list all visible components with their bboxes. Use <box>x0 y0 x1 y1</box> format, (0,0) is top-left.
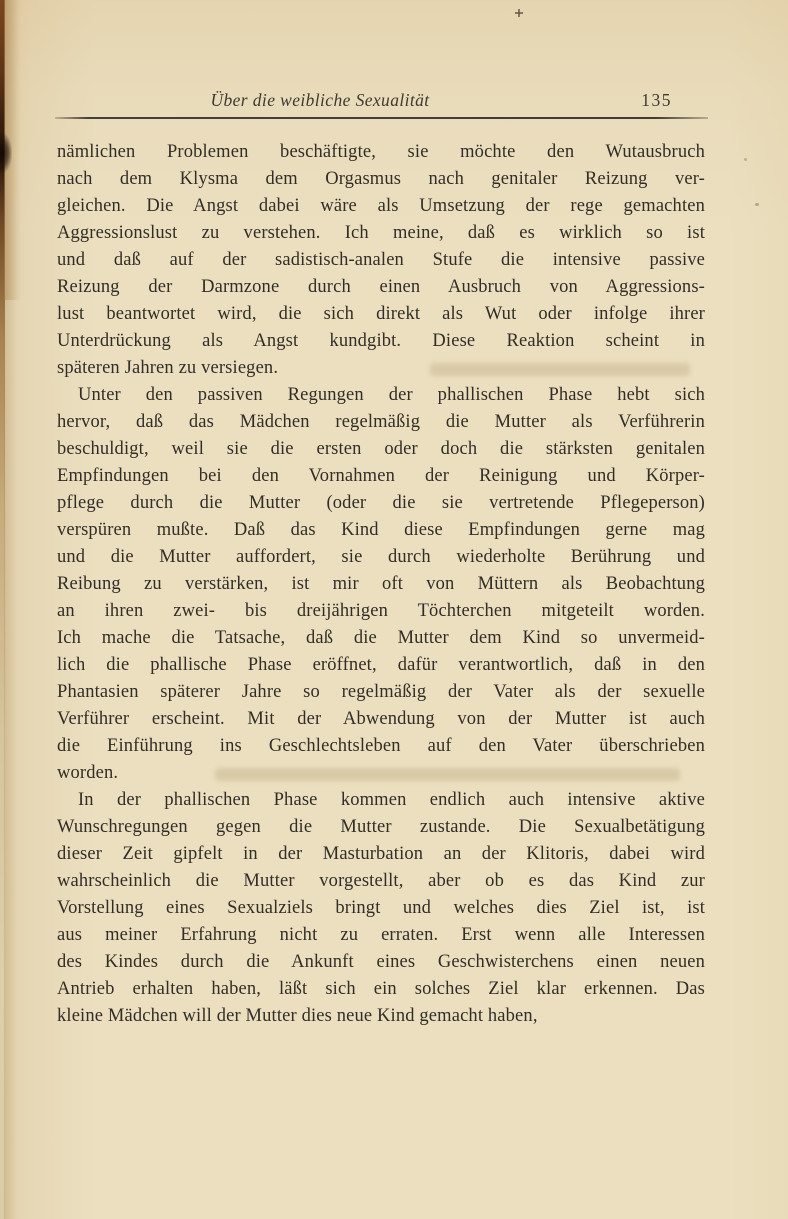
text-line: aus meiner Erfahrung nicht zu erraten. Erst wenn alle Interessen <box>57 925 705 945</box>
page-number: 135 <box>641 90 672 110</box>
text-line: nämlichen Problemen beschäftigte, sie möchte den Wutausbruch <box>57 142 705 162</box>
text-line: des Kindes durch die Ankunft eines Geschwisterchens einen neuen <box>57 952 705 972</box>
running-title: Über die weibliche Sexualität <box>210 90 430 110</box>
body-text <box>57 139 705 1030</box>
text-line: gleichen. Die Angst dabei wäre als Umsetzung der rege gemachten <box>57 196 705 216</box>
text-line: Reizung der Darmzone durch einen Ausbruch von Aggressions- <box>57 277 705 297</box>
paper-speck <box>755 203 759 206</box>
text-line: Verführer erscheint. Mit der Abwendung von der Mutter ist auch <box>57 709 705 729</box>
text-line: Ich mache die Tatsache, daß die Mutter dem Kind so unvermeid- <box>57 628 705 648</box>
text-line: lust beantwortet wird, die sich direkt als Wut oder infolge ihrer <box>57 304 705 324</box>
text-line: Aggressionslust zu verstehen. Ich meine, daß es wirklich so ist <box>57 223 705 243</box>
text-line: Antrieb erhalten haben, läßt sich ein solches Ziel klar erkennen. Das <box>57 979 705 999</box>
text-line: worden. <box>57 763 119 783</box>
text-line: Reibung zu verstärken, ist mir oft von Müttern als Beobachtung <box>57 574 705 594</box>
text-line: verspüren mußte. Daß das Kind diese Empfindungen gerne mag <box>57 520 705 540</box>
text-line: und die Mutter auffordert, sie durch wiederholte Berührung und <box>57 547 705 567</box>
text-line: nach dem Klysma dem Orgasmus nach genitaler Reizung ver- <box>57 169 705 189</box>
text-line: Wunschregungen gegen die Mutter zustande. Die Sexualbetätigung <box>57 817 705 837</box>
text-line: kleine Mädchen will der Mutter dies neue Kind gemacht haben, <box>57 1006 538 1026</box>
book-gutter-fade <box>4 0 17 1219</box>
text-line: späteren Jahren zu versiegen. <box>57 358 279 378</box>
paper-speck <box>515 9 523 17</box>
text-line: In der phallischen Phase kommen endlich auch intensive aktive <box>78 790 705 810</box>
text-line: dieser Zeit gipfelt in der Masturbation an der Klitoris, dabei wird <box>57 844 705 864</box>
text-line: Empfindungen bei den Vornahmen der Reinigung und Körper- <box>57 466 705 486</box>
header-rule <box>55 117 708 119</box>
paper-speck <box>744 158 747 161</box>
text-line: Unterdrückung als Angst kundgibt. Diese Reaktion scheint in <box>57 331 705 351</box>
text-line: pflege durch die Mutter (oder die sie vertretende Pflegeperson) <box>57 493 705 513</box>
text-line: Vorstellung eines Sexualziels bringt und welches dies Ziel ist, ist <box>57 898 705 918</box>
text-line: und daß auf der sadistisch-analen Stufe die intensive passive <box>57 250 705 270</box>
text-line: Unter den passiven Regungen der phallischen Phase hebt sich <box>78 385 705 405</box>
gutter-ink-blotch <box>0 133 12 173</box>
text-line: Phantasien späterer Jahre so regelmäßig der Vater als der sexuelle <box>57 682 705 702</box>
text-line: lich die phallische Phase eröffnet, dafür verantwortlich, daß in den <box>57 655 705 675</box>
text-line: hervor, daß das Mädchen regelmäßig die Mutter als Verführerin <box>57 412 705 432</box>
text-line: die Einführung ins Geschlechtsleben auf den Vater überschrieben <box>57 736 705 756</box>
text-line: wahrscheinlich die Mutter vorgestellt, aber ob es das Kind zur <box>57 871 705 891</box>
text-line: beschuldigt, weil sie die ersten oder doch die stärksten genitalen <box>57 439 705 459</box>
text-line: an ihren zwei- bis dreijährigen Töchterchen mitgeteilt worden. <box>57 601 705 621</box>
